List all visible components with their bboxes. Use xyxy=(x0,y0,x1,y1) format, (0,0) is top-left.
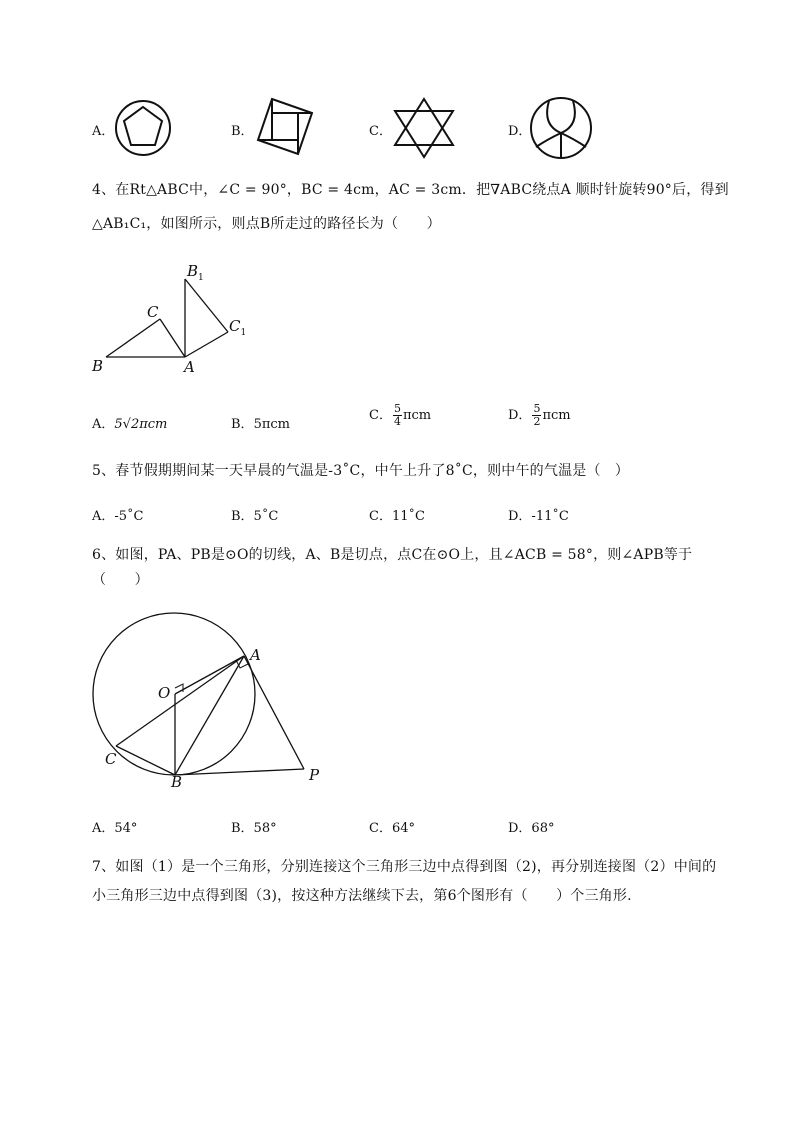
q4-option-d: D． $\frac{5}{2}$ πcm xyxy=(508,402,571,428)
label-a: A xyxy=(250,646,261,664)
q5-text: 5、春节假期期间某一天早晨的气温是-3˚C，中午上升了8˚C，则中午的气温是（ ） xyxy=(92,463,630,479)
q4-option-a: A．5√2πcm xyxy=(92,417,168,432)
label-o: O xyxy=(158,684,171,702)
q5-option-b: B．5˚C xyxy=(231,509,279,524)
q4-text-line2: △AB₁C₁，如图所示，则点B所走过的路径长为（ ） xyxy=(92,216,441,232)
label-c1: $C_1$ xyxy=(229,317,247,338)
circle-tangent-diagram xyxy=(88,608,338,798)
label-a: A xyxy=(184,358,195,376)
q5-option-c: C．11˚C xyxy=(369,509,425,524)
q3-option-b-letter: B． xyxy=(231,124,254,139)
label-p: P xyxy=(309,766,320,784)
q3-option-d-letter: D． xyxy=(508,124,532,139)
q7-text-line2: 小三角形三边中点得到图（3)，按这种方法继续下去，第6个图形有（ ）个三角形. xyxy=(92,888,632,904)
q3-option-a-letter: A． xyxy=(92,124,115,139)
q5-option-a: A．-5˚C xyxy=(92,509,144,524)
q6-tangent-figure xyxy=(88,608,338,798)
q6-text-line2: （ ） xyxy=(92,572,149,588)
label-c: C xyxy=(105,750,117,768)
q3-option-c-letter: C． xyxy=(369,124,392,139)
q6-option-a: A．54° xyxy=(92,821,138,836)
q7-text-line1: 7、如图（1）是一个三角形，分别连接这个三角形三边中点得到图（2)，再分别连接图（2）中间的 xyxy=(92,859,717,875)
q6-option-c: C．64° xyxy=(369,821,415,836)
pentagon-in-circle-icon xyxy=(113,98,173,158)
label-b: B xyxy=(92,357,104,375)
q6-text-line1: 6、如图，PA、PB是⊙O的切线，A、B是切点，点C在⊙O上，且∠ACB = 58°，则∠APB等于 xyxy=(92,547,693,563)
three-arcs-in-circle-icon xyxy=(528,95,594,161)
q4-option-c: C． $\frac{5}{4}$ πcm xyxy=(369,402,432,428)
q4-option-b: B．5πcm xyxy=(231,417,290,432)
hexagram-icon xyxy=(390,96,458,160)
square-in-square-icon xyxy=(252,96,316,160)
q5-option-d: D．-11˚C xyxy=(508,509,569,524)
label-c: C xyxy=(147,303,159,321)
label-b: B xyxy=(171,773,183,791)
q4-text-line1: 4、在Rt△ABC中，∠C = 90°，BC = 4cm，AC = 3cm．把∇ABC绕点A 顺时针旋转90°后，得到 xyxy=(92,182,729,198)
q6-option-b: B．58° xyxy=(231,821,277,836)
label-b1: $B_1$ xyxy=(187,262,204,283)
q6-option-d: D．68° xyxy=(508,821,555,836)
q4-rotation-figure xyxy=(88,262,258,382)
